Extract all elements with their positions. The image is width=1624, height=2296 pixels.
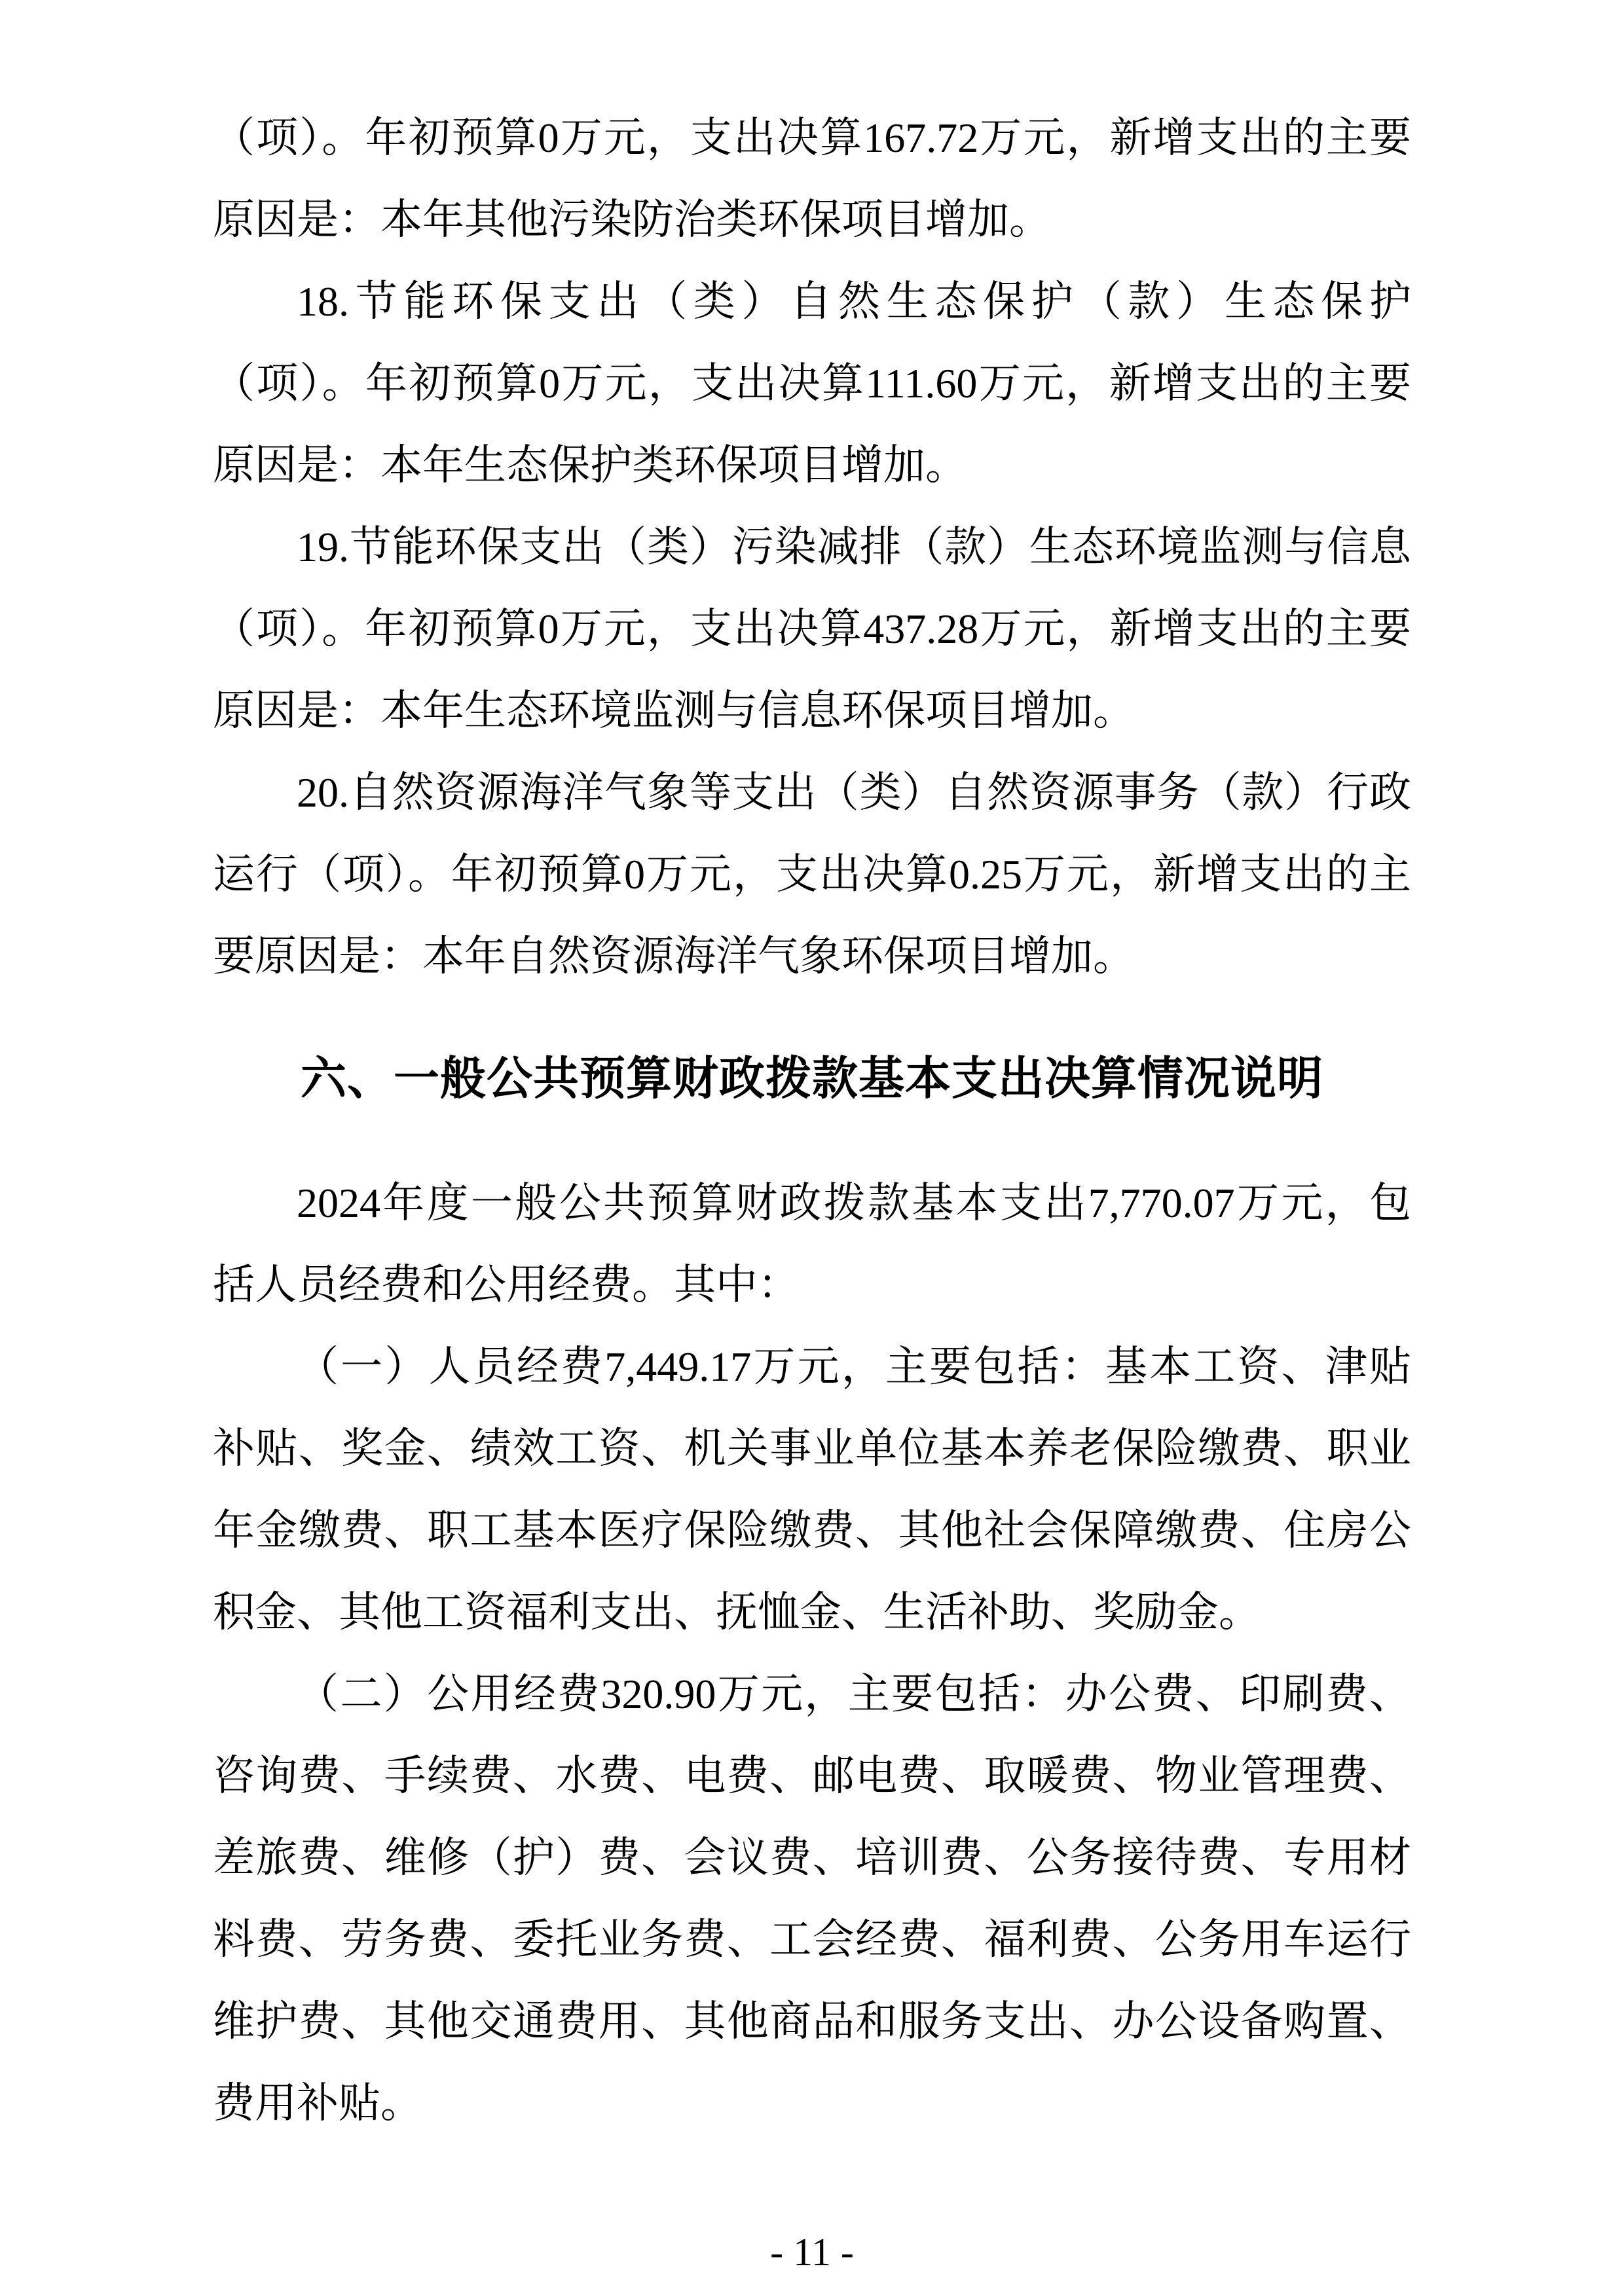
paragraph-line: 差旅费、维修（护）费、会议费、培训费、公务接待费、专用材 bbox=[213, 1834, 1411, 1881]
paragraph-line: 括人员经费和公用经费。其中： bbox=[213, 1262, 800, 1308]
paragraph-line: 19.节能环保支出（类）污染减排（款）生态环境监测与信息 bbox=[297, 524, 1411, 570]
paragraph-line: 费用补贴。 bbox=[213, 2080, 422, 2126]
document-body bbox=[213, 97, 1411, 2144]
paragraph-line: 原因是：本年生态保护类环保项目增加。 bbox=[213, 442, 967, 488]
paragraph-line: （一）人员经费7,449.17万元，主要包括：基本工资、津贴 bbox=[297, 1343, 1411, 1390]
paragraph-line: （二）公用经费320.90万元，主要包括：办公费、印刷费、 bbox=[297, 1671, 1411, 1717]
page-number-text: - 11 - bbox=[770, 2231, 854, 2274]
paragraph-line: 年金缴费、职工基本医疗保险缴费、其他社会保障缴费、住房公 bbox=[213, 1507, 1411, 1554]
section-heading: 六、一般公共预算财政拨款基本支出决算情况说明 bbox=[301, 1053, 1323, 1104]
paragraph-line: 运行（项）。年初预算0万元，支出决算0.25万元，新增支出的主 bbox=[213, 851, 1411, 898]
paragraph-line: （项）。年初预算0万元，支出决算437.28万元，新增支出的主要 bbox=[213, 606, 1411, 652]
paragraph-line: 要原因是：本年自然资源海洋气象环保项目增加。 bbox=[213, 933, 1135, 979]
paragraph-line: 原因是：本年生态环境监测与信息环保项目增加。 bbox=[213, 687, 1135, 734]
paragraph-line: 20.自然资源海洋气象等支出（类）自然资源事务（款）行政 bbox=[297, 769, 1411, 816]
paragraph-line: 18.节能环保支出（类）自然生态保护（款）生态保护 bbox=[297, 278, 1411, 325]
paragraph-line: （项）。年初预算0万元，支出决算167.72万元，新增支出的主要 bbox=[213, 115, 1411, 161]
paragraph-line: 2024年度一般公共预算财政拨款基本支出7,770.07万元，包 bbox=[297, 1180, 1411, 1226]
paragraph-line: 咨询费、手续费、水费、电费、邮电费、取暖费、物业管理费、 bbox=[213, 1753, 1411, 1799]
paragraph-line: 补贴、奖金、绩效工资、机关事业单位基本养老保险缴费、职业 bbox=[213, 1425, 1411, 1472]
paragraph-line: 积金、其他工资福利支出、抚恤金、生活补助、奖励金。 bbox=[213, 1589, 1261, 1635]
paragraph-line: （项）。年初预算0万元，支出决算111.60万元，新增支出的主要 bbox=[213, 360, 1411, 407]
paragraph-line: 原因是：本年其他污染防治类环保项目增加。 bbox=[213, 196, 1051, 243]
paragraph-line: 维护费、其他交通费用、其他商品和服务支出、办公设备购置、 bbox=[213, 1998, 1411, 2045]
page-number bbox=[0, 2226, 1624, 2278]
paragraph-line: 料费、劳务费、委托业务费、工会经费、福利费、公务用车运行 bbox=[213, 1916, 1411, 1963]
